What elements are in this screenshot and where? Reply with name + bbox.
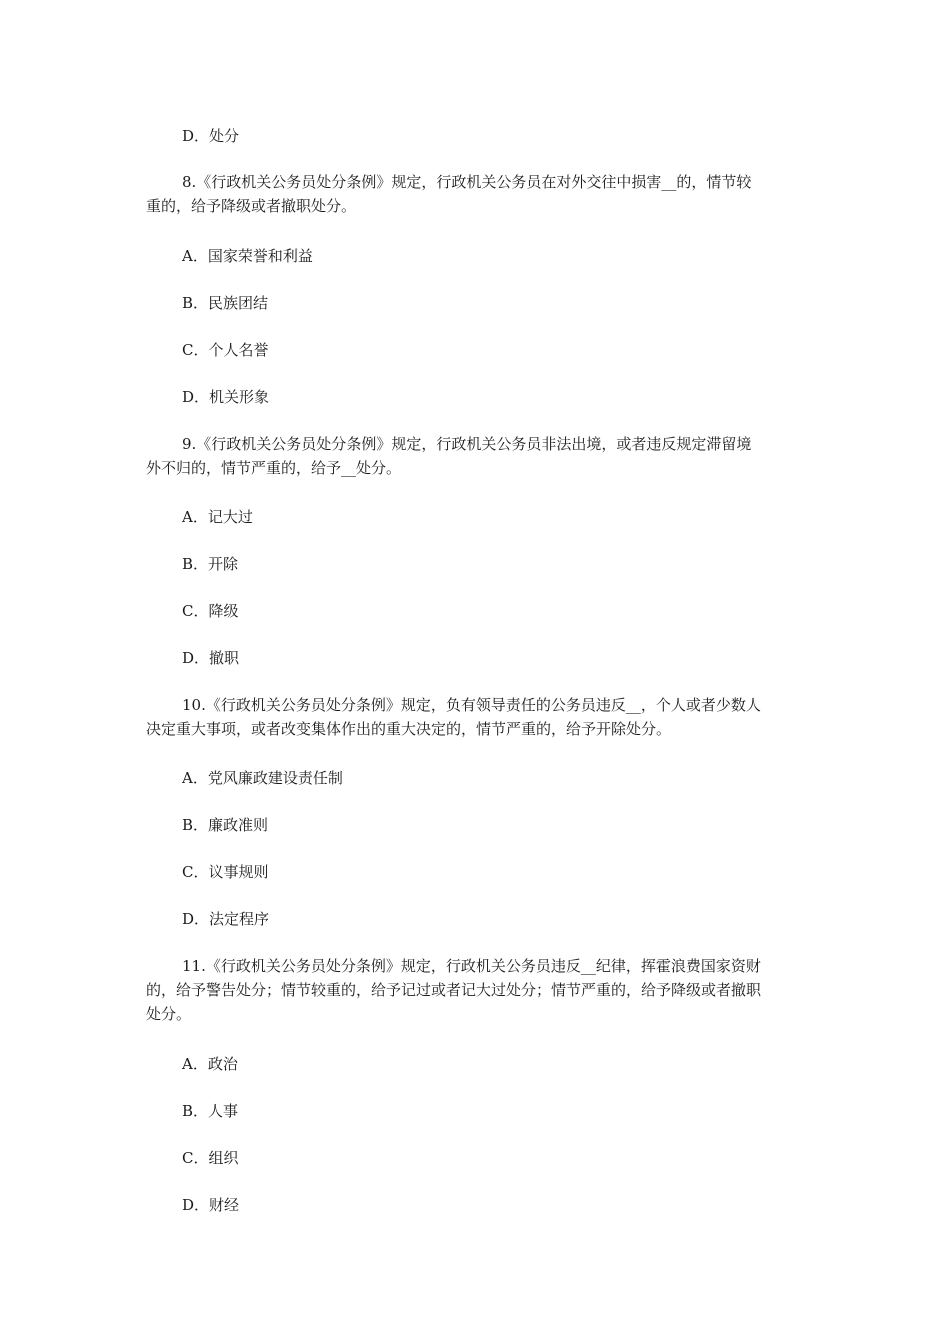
option-text: D．机关形象 <box>182 388 270 406</box>
option-text: A．记大过 <box>182 508 253 526</box>
option-text: C．降级 <box>182 602 239 620</box>
question-text-line: 的，给予警告处分；情节较重的，给予记过或者记大过处分；情节严重的，给予降级或者撤职 <box>146 981 762 999</box>
question-11 <box>146 954 762 1026</box>
option-text: D．法定程序 <box>182 910 270 928</box>
question-8 <box>146 170 752 218</box>
question-10 <box>146 693 761 741</box>
question-text-line: 处分。 <box>146 1005 192 1023</box>
option-text: D．处分 <box>182 127 240 145</box>
option-text: D．财经 <box>182 1196 240 1214</box>
question-9 <box>146 432 752 480</box>
option-text: A．国家荣誉和利益 <box>182 247 313 265</box>
question-text-line: 重的，给予降级或者撤职处分。 <box>146 197 357 215</box>
question-text-line: 10.《行政机关公务员处分条例》规定，负有领导责任的公务员违反__，个人或者少数人 <box>182 696 761 714</box>
option-text: A．党风廉政建设责任制 <box>182 769 343 787</box>
question-text-line: 外不归的，情节严重的，给予__处分。 <box>146 459 402 477</box>
option-text: D．撤职 <box>182 649 240 667</box>
option-text: B．人事 <box>182 1102 239 1120</box>
option-text: C．组织 <box>182 1149 239 1167</box>
option-text: B．廉政准则 <box>182 816 269 834</box>
option-text: B．民族团结 <box>182 294 269 312</box>
option-text: A．政治 <box>182 1055 238 1073</box>
question-text-line: 决定重大事项，或者改变集体作出的重大决定的，情节严重的，给予开除处分。 <box>146 720 672 738</box>
question-text-line: 9.《行政机关公务员处分条例》规定，行政机关公务员非法出境，或者违反规定滞留境 <box>182 435 752 453</box>
question-text-line: 8.《行政机关公务员处分条例》规定，行政机关公务员在对外交往中损害__的，情节较 <box>182 173 752 191</box>
option-text: C．议事规则 <box>182 863 269 881</box>
option-text: B．开除 <box>182 555 239 573</box>
option-text: C．个人名誉 <box>182 341 269 359</box>
question-text-line: 11.《行政机关公务员处分条例》规定，行政机关公务员违反__纪律，挥霍浪费国家资财 <box>182 957 761 975</box>
